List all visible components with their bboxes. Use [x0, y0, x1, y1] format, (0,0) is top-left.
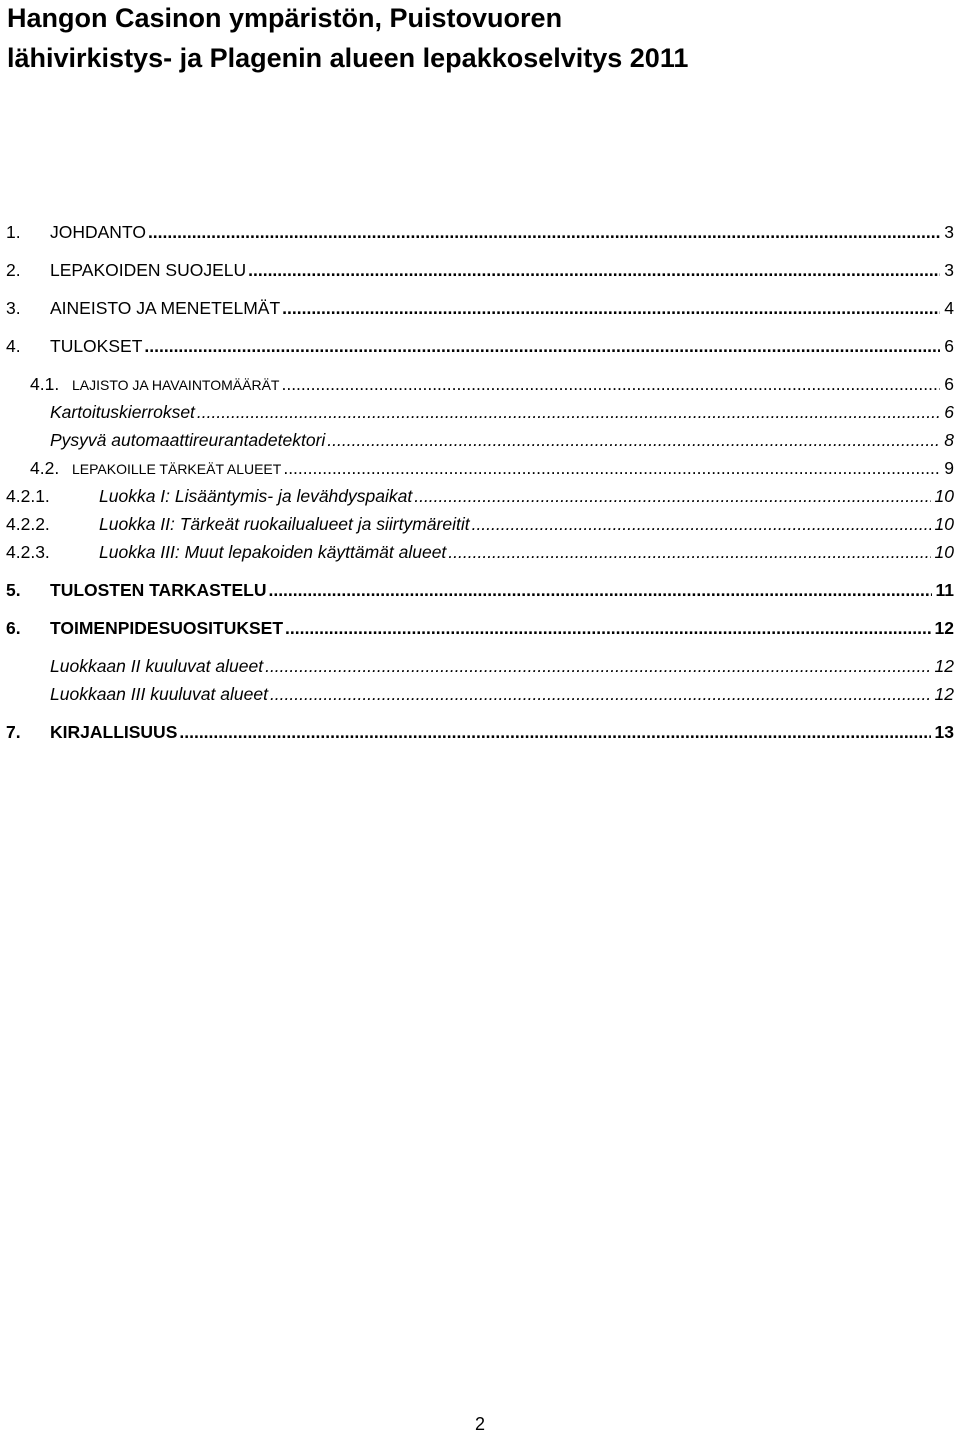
toc-title: TOIMENPIDESUOSITUKSET — [50, 618, 284, 638]
toc-number: 1. — [6, 222, 21, 242]
toc-leader — [283, 458, 940, 479]
toc-entry-kirjallisuus[interactable] — [6, 722, 954, 750]
toc-entry-pysyva-detektori[interactable] — [6, 430, 954, 458]
toc-leader — [282, 298, 940, 319]
toc-number: 4. — [6, 336, 21, 356]
title-line-2: lähivirkistys- ja Plagenin alueen lepakkoselvitys 2011 — [7, 43, 689, 73]
toc-page: 12 — [934, 618, 954, 638]
toc-page: 10 — [934, 514, 954, 534]
toc-leader — [472, 514, 931, 535]
toc-leader — [281, 374, 940, 395]
toc-entry-luokka-2[interactable] — [6, 514, 954, 542]
toc-page: 6 — [944, 402, 954, 422]
toc-leader — [327, 430, 940, 451]
toc-leader — [285, 618, 930, 639]
document-title — [7, 0, 907, 78]
toc-leader — [197, 402, 940, 423]
toc-page: 12 — [934, 656, 954, 676]
toc-entry-lajisto[interactable] — [6, 374, 954, 402]
toc-title: Pysyvä automaattireurantadetektori — [50, 430, 326, 450]
toc-title: Luokkaan II kuuluvat alueet — [50, 656, 264, 676]
toc-title: Luokkaan III kuuluvat alueet — [50, 684, 268, 704]
toc-title: LEPAKOILLE TÄRKEÄT ALUEET — [72, 461, 282, 477]
toc-page: 9 — [944, 458, 954, 478]
toc-page: 4 — [944, 298, 954, 318]
toc-leader — [265, 656, 930, 677]
toc-number: 4.2. — [30, 458, 60, 478]
toc-title: JOHDANTO — [50, 222, 146, 242]
toc-entry-aineisto[interactable] — [6, 298, 954, 326]
toc-leader — [270, 684, 931, 705]
toc-title: LAJISTO JA HAVAINTOMÄÄRÄT — [72, 377, 280, 393]
toc-number: 4.2.3. — [6, 542, 50, 562]
toc-title: TULOKSET — [50, 336, 143, 356]
toc-title: Kartoituskierrokset — [50, 402, 195, 422]
toc-number: 3. — [6, 298, 21, 318]
toc-page: 10 — [934, 486, 954, 506]
toc-title: Luokka I: Lisääntymis- ja levähdyspaikat — [99, 486, 413, 506]
toc-leader — [179, 722, 930, 743]
toc-entry-toimenpidesuositukset[interactable] — [6, 618, 954, 646]
toc-leader — [268, 580, 931, 601]
toc-entry-kartoituskierrokset[interactable] — [6, 402, 954, 430]
toc-entry-luokka-3[interactable] — [6, 542, 954, 570]
toc-page: 6 — [944, 374, 954, 394]
toc-number: 7. — [6, 722, 21, 742]
toc-title: KIRJALLISUUS — [50, 722, 178, 742]
toc-entry-tulosten-tarkastelu[interactable] — [6, 580, 954, 608]
toc-entry-tarkeat-alueet[interactable] — [6, 458, 954, 486]
toc-page: 11 — [935, 580, 954, 600]
toc-entry-luokka-1[interactable] — [6, 486, 954, 514]
toc-entry-luokkaan-2[interactable] — [6, 656, 954, 684]
toc-page: 3 — [944, 222, 954, 242]
toc-page: 13 — [934, 722, 954, 742]
title-line-1: Hangon Casinon ympäristön, Puistovuoren — [7, 3, 563, 33]
page-number: 2 — [474, 1414, 485, 1434]
toc-title: TULOSTEN TARKASTELU — [50, 580, 267, 600]
toc-title: Luokka II: Tärkeät ruokailualueet ja siirtymäreitit — [99, 514, 470, 534]
toc-page: 12 — [934, 684, 954, 704]
toc-page: 3 — [944, 260, 954, 280]
toc-leader — [448, 542, 930, 563]
toc-number: 4.2.1. — [6, 486, 50, 506]
toc-page: 10 — [934, 542, 954, 562]
toc-entry-tulokset[interactable] — [6, 336, 954, 364]
toc-number: 6. — [6, 618, 21, 638]
toc-title: LEPAKOIDEN SUOJELU — [50, 260, 247, 280]
toc-leader — [148, 222, 940, 243]
toc-entry-johdanto[interactable] — [6, 222, 954, 250]
toc-entry-luokkaan-3[interactable] — [6, 684, 954, 712]
toc-title: AINEISTO JA MENETELMÄT — [50, 298, 281, 318]
toc-leader — [144, 336, 940, 357]
toc-page: 8 — [944, 430, 954, 450]
toc-number: 2. — [6, 260, 21, 280]
toc-title: Luokka III: Muut lepakoiden käyttämät alueet — [99, 542, 447, 562]
toc-number: 4.2.2. — [6, 514, 50, 534]
toc-page: 6 — [944, 336, 954, 356]
toc-number: 4.1. — [30, 374, 60, 394]
toc-leader — [414, 486, 930, 507]
toc-entry-lepakoiden-suojelu[interactable] — [6, 260, 954, 288]
toc-number: 5. — [6, 580, 21, 600]
toc-leader — [248, 260, 940, 281]
